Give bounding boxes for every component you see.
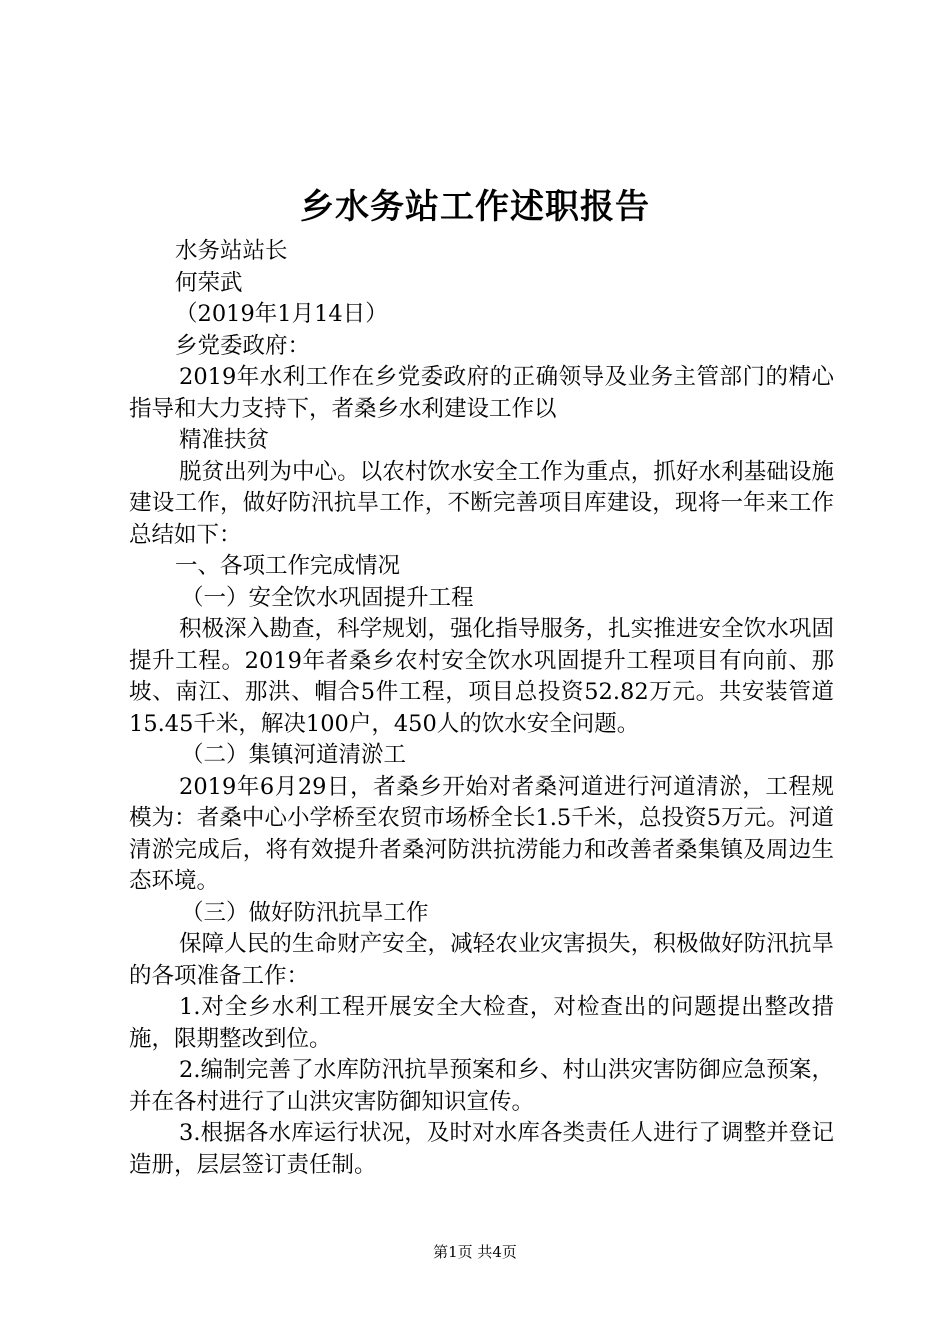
salutation: 乡党委政府： xyxy=(175,332,311,359)
list-item-2: 2.编制完善了水库防汛抗旱预案和乡、村山洪灾害防御应急预案，并在各村进行了山洪灾害防御知识宣传。 xyxy=(129,1057,834,1115)
paragraph-river-dredging: 2019年6月29日，者桑乡开始对者桑河道进行河道清淤，工程规模为：者桑中心小学桥至农贸市场桥全长1.5千米，总投资5万元。河道清淤完成后，将有效提升者桑河防洪抗涝能力和改善者桑集镇及周边生态环境。 xyxy=(129,773,834,894)
author-name: 何荣武 xyxy=(175,269,243,296)
paragraph-flood-prep: 保障人民的生命财产安全，减轻农业灾害损失，积极做好防汛抗旱的各项准备工作： xyxy=(129,931,834,989)
document-title: 乡水务站工作述职报告 xyxy=(300,187,650,227)
subsection-heading-3: （三）做好防汛抗旱工作 xyxy=(181,899,429,926)
page-footer: 第1页 共4页 xyxy=(433,1243,517,1261)
document-body xyxy=(129,236,834,1181)
author-position: 水务站站长 xyxy=(175,238,288,264)
list-item-3: 3.根据各水库运行状况，及时对水库各类责任人进行了调整并登记造册，层层签订责任制。 xyxy=(129,1120,834,1178)
subsection-heading-2: （二）集镇河道清淤工 xyxy=(181,742,407,768)
list-item-1: 1.对全乡水利工程开展安全大检查，对检查出的问题提出整改措施，限期整改到位。 xyxy=(129,994,834,1052)
section-heading-1: 一、各项工作完成情况 xyxy=(175,553,401,579)
paragraph-poverty-line: 精准扶贫 xyxy=(179,427,270,453)
paragraph-focus: 脱贫出列为中心。以农村饮水安全工作为重点，抓好水利基础设施建设工作，做好防汛抗旱工作，不断完善项目库建设，现将一年来工作总结如下： xyxy=(129,458,834,548)
paragraph-intro: 2019年水利工作在乡党委政府的正确领导及业务主管部门的精心指导和大力支持下，者桑乡水利建设工作以 xyxy=(129,364,834,422)
paragraph-drinking-water: 积极深入勘查，科学规划，强化指导服务，扎实推进安全饮水巩固提升工程。2019年者桑乡农村安全饮水巩固提升工程项目有向前、那坡、南江、那洪、帽合5件工程，项目总投资52.82万元。共安装管道15.45千米，解决100户，450人的饮水安全问题。 xyxy=(129,616,834,737)
report-date: （2019年1月14日） xyxy=(175,301,388,327)
subsection-heading-1: （一）安全饮水巩固提升工程 xyxy=(181,584,474,611)
